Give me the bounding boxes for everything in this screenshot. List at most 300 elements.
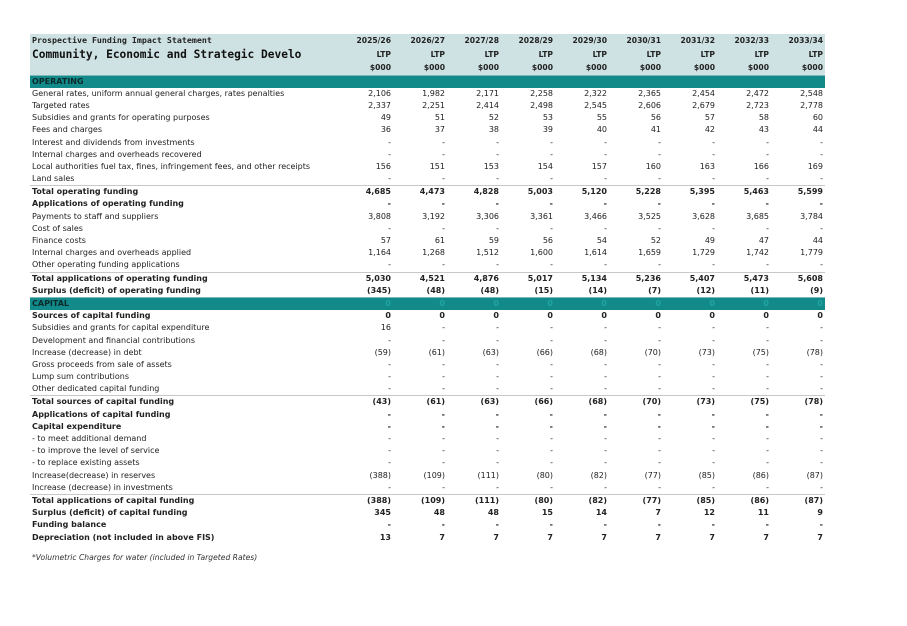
- row-value: (73): [698, 347, 715, 357]
- row-value: -: [820, 482, 823, 492]
- row-value: -: [496, 137, 499, 147]
- plan-label: LTP: [717, 48, 771, 62]
- row-value: -: [550, 458, 553, 468]
- row-value: 43: [758, 125, 769, 135]
- row-value: -: [658, 323, 661, 333]
- row-value: (86): [717, 494, 771, 507]
- row-value: 53: [542, 113, 553, 123]
- row-value: 0: [439, 311, 445, 321]
- unit-label: $000: [555, 61, 609, 75]
- row-value: -: [388, 434, 391, 444]
- row-value: [501, 75, 555, 88]
- row-value: -: [819, 199, 823, 209]
- row-value: -: [388, 482, 391, 492]
- row-value: 44: [812, 236, 823, 246]
- row-value: -: [658, 359, 661, 369]
- row-value: -: [658, 372, 661, 382]
- plan-label: LTP: [663, 48, 717, 62]
- row-value: 12: [703, 508, 715, 518]
- row-value: (77): [609, 494, 663, 507]
- row-value: -: [550, 372, 553, 382]
- row-value: -: [387, 409, 391, 419]
- row-value: -: [442, 446, 445, 456]
- row-value: 2,365: [638, 88, 661, 98]
- year-header: 2026/27: [393, 34, 447, 48]
- row-value: -: [712, 323, 715, 333]
- row-value: 5,395: [663, 186, 717, 199]
- row-value: -: [603, 421, 607, 431]
- row-label: Surplus (deficit) of capital funding: [32, 508, 188, 518]
- row-value: 60: [812, 113, 823, 123]
- row-value: 1,600: [530, 248, 553, 258]
- row-label: - to replace existing assets: [32, 458, 140, 468]
- row-value: 57: [380, 236, 391, 246]
- table-row: [30, 124, 825, 136]
- row-value: 1,982: [422, 88, 445, 98]
- row-value: -: [496, 149, 499, 159]
- row-value: -: [712, 174, 715, 184]
- row-value: -: [712, 137, 715, 147]
- section-row: [30, 75, 825, 88]
- row-value: -: [658, 482, 661, 492]
- row-label: Other dedicated capital funding: [32, 384, 160, 394]
- row-value: -: [550, 434, 553, 444]
- row-value: -: [766, 260, 769, 270]
- row-value: 7: [439, 532, 445, 542]
- row-value: -: [711, 409, 715, 419]
- row-value: -: [766, 223, 769, 233]
- row-value: 7: [709, 532, 715, 542]
- footnote: *Volumetric Charges for water (included in Targeted Rates): [32, 553, 258, 562]
- row-value: -: [765, 199, 769, 209]
- row-label: Subsidies and grants for operating purposes: [32, 113, 210, 123]
- row-label: Total applications of operating funding: [30, 272, 339, 285]
- row-value: -: [495, 421, 499, 431]
- row-value: (82): [590, 470, 607, 480]
- row-value: 7: [493, 532, 499, 542]
- row-value: -: [766, 434, 769, 444]
- row-value: 169: [807, 161, 823, 171]
- row-value: -: [766, 323, 769, 333]
- row-value: 2,679: [692, 100, 715, 110]
- row-value: -: [442, 323, 445, 333]
- row-value: 1,659: [638, 248, 661, 258]
- row-label: Internal charges and overheads applied: [32, 248, 192, 258]
- row-value: 52: [488, 113, 499, 123]
- plan-label: LTP: [771, 48, 825, 62]
- row-value: -: [550, 260, 553, 270]
- row-value: -: [766, 137, 769, 147]
- row-value: (75): [717, 396, 771, 409]
- row-value: 44: [812, 125, 823, 135]
- row-value: -: [604, 260, 607, 270]
- row-value: -: [388, 384, 391, 394]
- row-label: Interest and dividends from investments: [32, 137, 195, 147]
- unit-label: $000: [663, 61, 717, 75]
- row-value: -: [657, 421, 661, 431]
- row-label: Surplus (deficit) of operating funding: [32, 285, 201, 295]
- row-value: -: [766, 458, 769, 468]
- row-value: -: [496, 335, 499, 345]
- row-value: -: [766, 482, 769, 492]
- row-value: -: [712, 223, 715, 233]
- row-value: -: [766, 359, 769, 369]
- row-value: 0: [763, 311, 769, 321]
- row-value: 154: [537, 161, 553, 171]
- row-value: -: [550, 384, 553, 394]
- statement-title: Prospective Funding Impact Statement: [30, 34, 339, 48]
- row-value: -: [604, 482, 607, 492]
- row-label: Funding balance: [32, 520, 107, 530]
- row-label: Increase(decrease) in reserves: [32, 470, 156, 480]
- total-row: [30, 272, 825, 285]
- header-row-units: [30, 61, 825, 75]
- row-value: 3,628: [692, 211, 715, 221]
- row-value: 5,003: [501, 186, 555, 199]
- row-value: -: [496, 260, 499, 270]
- row-value: -: [712, 446, 715, 456]
- row-value: (61): [393, 396, 447, 409]
- row-label: Lump sum contributions: [32, 372, 130, 382]
- unit-label: $000: [609, 61, 663, 75]
- funding-impact-statement: [30, 34, 825, 544]
- row-value: (63): [482, 347, 499, 357]
- row-label: - to meet additional demand: [32, 434, 147, 444]
- row-value: -: [712, 434, 715, 444]
- activity-title: Community, Economic and Strategic Develo: [30, 48, 339, 62]
- row-value: -: [604, 372, 607, 382]
- row-value: 4,876: [447, 272, 501, 285]
- row-value: -: [549, 199, 553, 209]
- row-value: (43): [339, 396, 393, 409]
- row-value: -: [387, 421, 391, 431]
- row-value: 5,017: [501, 272, 555, 285]
- row-label: Fees and charges: [32, 125, 102, 135]
- row-value: -: [388, 174, 391, 184]
- year-header: 2027/28: [447, 34, 501, 48]
- row-value: 0: [447, 297, 501, 310]
- row-value: 5,407: [663, 272, 717, 285]
- row-value: -: [711, 199, 715, 209]
- row-value: -: [496, 223, 499, 233]
- row-value: 0: [663, 297, 717, 310]
- row-value: -: [820, 335, 823, 345]
- row-value: -: [658, 223, 661, 233]
- row-value: 7: [817, 532, 823, 542]
- table-row: [30, 531, 825, 543]
- row-value: -: [442, 482, 445, 492]
- year-header: 2028/29: [501, 34, 555, 48]
- row-label: Finance costs: [32, 236, 86, 246]
- row-value: 163: [699, 161, 715, 171]
- row-value: -: [550, 482, 553, 492]
- row-value: -: [658, 260, 661, 270]
- row-value: 55: [596, 113, 607, 123]
- row-value: 3,808: [368, 211, 391, 221]
- row-value: -: [820, 137, 823, 147]
- table-row: [30, 470, 825, 482]
- row-value: 42: [704, 125, 715, 135]
- row-value: 4,828: [447, 186, 501, 199]
- row-value: 11: [757, 508, 769, 518]
- row-value: 5,608: [771, 272, 825, 285]
- row-value: 13: [379, 532, 391, 542]
- row-value: 0: [709, 311, 715, 321]
- row-label: Payments to staff and suppliers: [32, 211, 159, 221]
- row-value: [393, 75, 447, 88]
- row-value: -: [712, 458, 715, 468]
- row-value: 57: [704, 113, 715, 123]
- row-value: (66): [536, 347, 553, 357]
- row-value: 2,171: [476, 88, 499, 98]
- row-value: -: [388, 137, 391, 147]
- row-value: (66): [501, 396, 555, 409]
- row-value: (73): [663, 396, 717, 409]
- row-label: OPERATING: [30, 75, 339, 88]
- row-value: 3,466: [584, 211, 607, 221]
- row-value: -: [657, 520, 661, 530]
- row-value: -: [442, 174, 445, 184]
- row-value: [339, 75, 393, 88]
- row-value: -: [496, 458, 499, 468]
- table-row: [30, 161, 825, 173]
- row-value: 52: [650, 236, 661, 246]
- row-value: (70): [609, 396, 663, 409]
- row-value: 59: [488, 236, 499, 246]
- row-value: -: [442, 359, 445, 369]
- row-label: - to improve the level of service: [32, 446, 160, 456]
- table-row: [30, 371, 825, 383]
- row-value: -: [658, 434, 661, 444]
- table-row: [30, 112, 825, 124]
- row-value: -: [388, 458, 391, 468]
- row-value: (9): [810, 285, 823, 295]
- row-value: -: [549, 520, 553, 530]
- table-row: [30, 409, 825, 421]
- row-value: (109): [393, 494, 447, 507]
- row-value: -: [657, 199, 661, 209]
- row-value: 4,521: [393, 272, 447, 285]
- table-row: [30, 421, 825, 433]
- row-value: 15: [541, 508, 553, 518]
- row-value: -: [819, 409, 823, 419]
- row-value: 151: [429, 161, 445, 171]
- row-value: 156: [375, 161, 391, 171]
- row-value: 166: [753, 161, 769, 171]
- total-row: [30, 186, 825, 199]
- row-value: -: [712, 384, 715, 394]
- row-value: -: [820, 359, 823, 369]
- row-value: -: [550, 335, 553, 345]
- row-value: -: [658, 137, 661, 147]
- table-row: [30, 347, 825, 359]
- row-value: -: [766, 372, 769, 382]
- row-value: 48: [487, 508, 499, 518]
- row-value: (78): [771, 396, 825, 409]
- row-value: -: [549, 421, 553, 431]
- row-value: 2,258: [530, 88, 553, 98]
- row-value: -: [604, 174, 607, 184]
- table-row: [30, 507, 825, 519]
- row-value: (85): [698, 470, 715, 480]
- row-value: (109): [423, 470, 445, 480]
- table-row: [30, 235, 825, 247]
- row-value: (11): [750, 285, 769, 295]
- table-row: [30, 285, 825, 298]
- row-value: 0: [655, 311, 661, 321]
- plan-label: LTP: [339, 48, 393, 62]
- row-value: (80): [536, 470, 553, 480]
- row-value: -: [766, 446, 769, 456]
- row-value: (68): [590, 347, 607, 357]
- row-value: -: [496, 174, 499, 184]
- row-value: -: [550, 137, 553, 147]
- row-value: 4,473: [393, 186, 447, 199]
- table-row: [30, 383, 825, 396]
- row-value: 2,498: [530, 100, 553, 110]
- row-value: -: [765, 520, 769, 530]
- row-value: 2,548: [800, 88, 823, 98]
- row-value: (14): [588, 285, 607, 295]
- row-value: (87): [771, 494, 825, 507]
- row-label: Other operating funding applications: [32, 260, 180, 270]
- row-value: -: [550, 149, 553, 159]
- row-value: 7: [763, 532, 769, 542]
- row-value: 0: [609, 297, 663, 310]
- row-value: (80): [501, 494, 555, 507]
- row-value: -: [604, 223, 607, 233]
- table-row: [30, 482, 825, 495]
- row-value: [663, 75, 717, 88]
- row-value: 5,463: [717, 186, 771, 199]
- row-value: 0: [771, 297, 825, 310]
- row-value: 2,414: [476, 100, 499, 110]
- section-row: [30, 297, 825, 310]
- row-value: -: [604, 359, 607, 369]
- row-value: 2,337: [368, 100, 391, 110]
- row-value: -: [712, 335, 715, 345]
- row-value: 40: [596, 125, 607, 135]
- row-value: -: [604, 434, 607, 444]
- row-value: 5,120: [555, 186, 609, 199]
- row-value: (7): [648, 285, 661, 295]
- row-value: (12): [696, 285, 715, 295]
- row-value: -: [496, 446, 499, 456]
- table-row: [30, 149, 825, 161]
- row-label: CAPITAL: [30, 297, 339, 310]
- row-value: -: [441, 199, 445, 209]
- row-value: -: [441, 421, 445, 431]
- row-value: 1,164: [368, 248, 391, 258]
- row-label: Total applications of capital funding: [30, 494, 339, 507]
- year-header: 2033/34: [771, 34, 825, 48]
- row-value: (77): [644, 470, 661, 480]
- row-value: 153: [483, 161, 499, 171]
- row-value: -: [604, 149, 607, 159]
- row-value: 0: [393, 297, 447, 310]
- table-row: [30, 519, 825, 531]
- row-value: (75): [752, 347, 769, 357]
- row-value: 2,454: [692, 88, 715, 98]
- row-value: -: [658, 149, 661, 159]
- row-value: -: [766, 174, 769, 184]
- row-value: 7: [601, 532, 607, 542]
- row-value: 2,723: [746, 100, 769, 110]
- table-row: [30, 247, 825, 259]
- plan-label: LTP: [555, 48, 609, 62]
- row-value: -: [603, 409, 607, 419]
- row-value: 0: [555, 297, 609, 310]
- row-value: -: [496, 323, 499, 333]
- row-value: -: [387, 199, 391, 209]
- row-value: 48: [433, 508, 445, 518]
- table-row: [30, 198, 825, 210]
- row-value: 3,525: [638, 211, 661, 221]
- row-value: (48): [426, 285, 445, 295]
- row-value: 160: [645, 161, 661, 171]
- row-value: [717, 75, 771, 88]
- row-label: Development and financial contributions: [32, 335, 196, 345]
- row-label: Capital expenditure: [32, 421, 122, 431]
- row-value: -: [442, 149, 445, 159]
- row-value: (388): [339, 494, 393, 507]
- row-value: -: [820, 458, 823, 468]
- row-value: [555, 75, 609, 88]
- row-value: 5,030: [339, 272, 393, 285]
- year-header: 2032/33: [717, 34, 771, 48]
- row-value: 3,784: [800, 211, 823, 221]
- row-value: 345: [374, 508, 391, 518]
- row-value: 37: [434, 125, 445, 135]
- row-value: 5,134: [555, 272, 609, 285]
- total-row: [30, 396, 825, 409]
- row-value: -: [496, 359, 499, 369]
- row-value: 0: [717, 297, 771, 310]
- table-row: [30, 322, 825, 334]
- row-value: (48): [480, 285, 499, 295]
- row-value: -: [442, 335, 445, 345]
- table-row: [30, 445, 825, 457]
- row-value: -: [495, 409, 499, 419]
- row-value: -: [820, 434, 823, 444]
- table-row: [30, 259, 825, 272]
- total-row: [30, 494, 825, 507]
- row-value: -: [657, 409, 661, 419]
- plan-label: LTP: [609, 48, 663, 62]
- row-value: 3,685: [746, 211, 769, 221]
- row-value: -: [766, 335, 769, 345]
- row-value: -: [712, 372, 715, 382]
- row-value: -: [442, 137, 445, 147]
- row-value: (61): [428, 347, 445, 357]
- row-value: -: [495, 520, 499, 530]
- row-value: -: [388, 359, 391, 369]
- row-value: -: [441, 409, 445, 419]
- row-label: Sources of capital funding: [32, 311, 151, 321]
- row-value: 2,251: [422, 100, 445, 110]
- row-value: -: [820, 372, 823, 382]
- row-value: (63): [447, 396, 501, 409]
- row-value: -: [550, 223, 553, 233]
- row-value: 0: [339, 297, 393, 310]
- row-value: -: [658, 335, 661, 345]
- row-value: -: [496, 434, 499, 444]
- row-value: -: [604, 446, 607, 456]
- row-value: 5,473: [717, 272, 771, 285]
- row-value: -: [549, 409, 553, 419]
- row-value: 1,729: [692, 248, 715, 258]
- row-value: -: [820, 260, 823, 270]
